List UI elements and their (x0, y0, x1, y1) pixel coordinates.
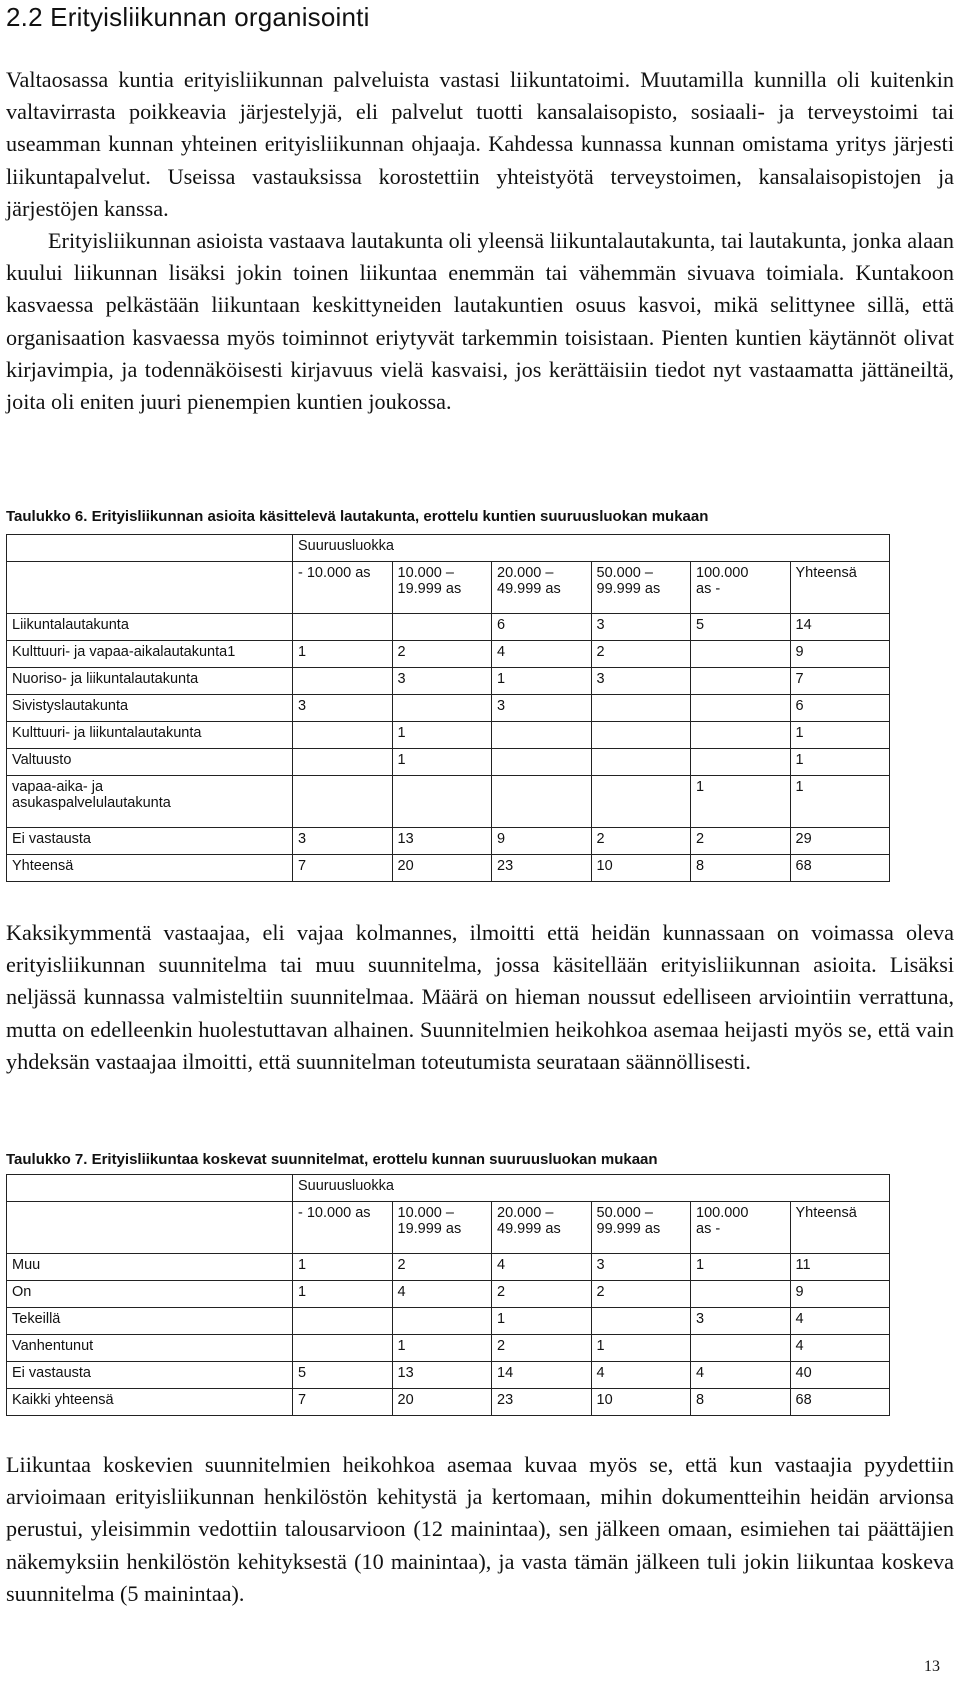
header-blank (7, 535, 293, 562)
cell-text: vapaa-aika- ja (12, 779, 104, 795)
cell-text: 99.999 as (596, 581, 661, 597)
row-label (7, 1335, 293, 1362)
cell-text: Liikuntalautakunta (12, 617, 129, 633)
cell-text: Ei vastausta (12, 1365, 91, 1381)
table-cell (591, 695, 691, 722)
cell-text: Kulttuuri- ja vapaa-aikalautakunta1 (12, 644, 236, 660)
cell-text: as - (696, 1221, 721, 1237)
table-cell: 68 (790, 855, 890, 882)
table-cell: 3 (591, 668, 691, 695)
table-cell: 1 (691, 776, 791, 828)
row-label (7, 614, 293, 641)
table-cell (691, 695, 791, 722)
cell-text: 19.999 as (397, 1221, 462, 1237)
table-row (7, 749, 890, 776)
table-row (7, 776, 890, 828)
cell-text: 100.000 (696, 1205, 749, 1221)
cell-text: On (12, 1284, 32, 1300)
table-cell (691, 722, 791, 749)
table-cell: 10 (591, 855, 691, 882)
cell-text: 20.000 – (497, 565, 554, 581)
table-cell: 2 (591, 641, 691, 668)
column-header (293, 562, 393, 614)
table-header-row (7, 1202, 890, 1254)
cell-text: 10.000 – (397, 1205, 454, 1221)
table-cell: 2 (392, 1254, 492, 1281)
table-cell: 1 (790, 722, 890, 749)
row-label (7, 695, 293, 722)
table-row (7, 695, 890, 722)
table-cell: 68 (790, 1389, 890, 1416)
table-cell (492, 749, 592, 776)
table-row (7, 828, 890, 855)
cell-text: Yhteensä (795, 1205, 857, 1221)
row-label (7, 855, 293, 882)
cell-text: Nuoriso- ja liikuntalautakunta (12, 671, 199, 687)
table-cell: 23 (492, 855, 592, 882)
table-header-group (7, 1175, 890, 1202)
cell-text: Yhteensä (12, 858, 74, 874)
table-cell (293, 668, 393, 695)
cell-text: Kaikki yhteensä (12, 1392, 114, 1408)
section-heading: 2.2 Erityisliikunnan organisointi (6, 2, 370, 32)
table-cell: 40 (790, 1362, 890, 1389)
column-header (591, 562, 691, 614)
table-cell (293, 1335, 393, 1362)
column-header (392, 562, 492, 614)
table-row (7, 722, 890, 749)
table-cell: 2 (591, 1281, 691, 1308)
cell-text: Sivistyslautakunta (12, 698, 129, 714)
table-cell: 4 (492, 641, 592, 668)
table-cell: 1 (392, 749, 492, 776)
cell-text: Tekeillä (12, 1311, 61, 1327)
cell-text: 49.999 as (497, 581, 561, 597)
cell-text: 49.999 as (497, 1221, 561, 1237)
table-cell: 10 (591, 1389, 691, 1416)
table-cell: 8 (691, 1389, 791, 1416)
table-cell (293, 749, 393, 776)
table-row (7, 855, 890, 882)
column-header (293, 1202, 393, 1254)
table7-caption: Taulukko 7. Erityisliikuntaa koskevat suunnitelmat, erottelu kunnan suuruusluokan mukaan (6, 1151, 658, 1168)
group-header: Suuruusluokka (293, 535, 890, 562)
table-cell (293, 614, 393, 641)
cell-text: 100.000 (696, 565, 749, 581)
table-cell: 8 (691, 855, 791, 882)
table-cell: 23 (492, 1389, 592, 1416)
table-cell: 1 (293, 1254, 393, 1281)
row-label (7, 749, 293, 776)
table-cell (591, 776, 691, 828)
column-header (790, 562, 890, 614)
table-cell: 3 (293, 695, 393, 722)
table-cell: 4 (392, 1281, 492, 1308)
row-label (7, 828, 293, 855)
column-header (790, 1202, 890, 1254)
table-cell (293, 722, 393, 749)
page-number: 13 (924, 1658, 940, 1675)
table7 (6, 1174, 890, 1416)
table-cell: 3 (392, 668, 492, 695)
table-cell (691, 1335, 791, 1362)
table-cell: 5 (691, 614, 791, 641)
table-cell: 2 (591, 828, 691, 855)
table-cell (392, 695, 492, 722)
table-cell: 6 (790, 695, 890, 722)
header-blank (7, 1202, 293, 1254)
table-cell: 14 (790, 614, 890, 641)
cell-text: Muu (12, 1257, 41, 1273)
table-cell (691, 641, 791, 668)
table-header-row (7, 562, 890, 614)
table-row (7, 1308, 890, 1335)
column-header (392, 1202, 492, 1254)
table-cell: 3 (492, 695, 592, 722)
cell-text: Ei vastausta (12, 831, 91, 847)
table-cell: 9 (492, 828, 592, 855)
cell-text: 50.000 – (596, 1205, 653, 1221)
table-cell: 14 (492, 1362, 592, 1389)
cell-text: 99.999 as (596, 1221, 661, 1237)
paragraph: Kaksikymmentä vastaajaa, eli vajaa kolmannes, ilmoitti että heidän kunnassaan on voimassa oleva erityisliikunnan suunnitelma tai muu suunnitelma, jossa käsitellään erityisliikunnan asioita. Lisäksi neljässä kunnassa valmisteltiin suunnitelmaa. Määrä on hieman noussut edelliseen arviointiin verrattuna, mutta on edelleenkin huolestuttavan alhainen. Suunnitelmien heikohkoa asemaa heijasti myös se, että vain yhdeksän vastaajaa ilmoitti, että suunnitelman toteutumista seurataan säännöllisesti. (6, 920, 954, 1074)
table-cell (691, 1281, 791, 1308)
table-row (7, 1254, 890, 1281)
table-cell (591, 722, 691, 749)
table-cell: 7 (790, 668, 890, 695)
table-cell: 3 (591, 1254, 691, 1281)
table-cell: 1 (293, 1281, 393, 1308)
table-cell: 1 (492, 668, 592, 695)
table6 (6, 534, 890, 882)
table-cell: 5 (293, 1362, 393, 1389)
cell-text: Yhteensä (795, 565, 857, 581)
table-cell: 1 (492, 1308, 592, 1335)
table-cell (392, 776, 492, 828)
table-cell: 1 (392, 1335, 492, 1362)
row-label (7, 668, 293, 695)
header-blank (7, 562, 293, 614)
table-cell (293, 1308, 393, 1335)
table-cell: 13 (392, 828, 492, 855)
table-cell: 3 (591, 614, 691, 641)
cell-text: 19.999 as (397, 581, 462, 597)
table-cell: 1 (591, 1335, 691, 1362)
header-blank (7, 1175, 293, 1202)
table-row (7, 641, 890, 668)
table-cell (691, 749, 791, 776)
cell-text: 10.000 – (397, 565, 454, 581)
cell-text: asukaspalvelulautakunta (12, 795, 171, 811)
cell-text: Kulttuuri- ja liikuntalautakunta (12, 725, 202, 741)
table-row (7, 668, 890, 695)
table-cell: 2 (492, 1335, 592, 1362)
table-row (7, 1389, 890, 1416)
paragraph: Valtaosassa kuntia erityisliikunnan palveluista vastasi liikuntatoimi. Muutamilla kunnilla oli kuitenkin valtavirrasta poikkeavia järjestelyjä, eli palvelut tuotti kansalaisopisto, sosiaali- ja terveystoimi tai useamman kunnan yhteinen erityisliikunnan ohjaaja. Kahdessa kunnassa kunnan omistama yritys järjesti liikuntapalvelut. Useissa vastauksissa korostettiin yhteistyötä terveystoimen, kansalaisopistojen ja järjestöjen kanssa. (6, 67, 954, 221)
cell-text: 20.000 – (497, 1205, 554, 1221)
table-cell: 4 (790, 1308, 890, 1335)
table-cell: 9 (790, 1281, 890, 1308)
row-label (7, 641, 293, 668)
table-row (7, 1335, 890, 1362)
table-cell: 6 (492, 614, 592, 641)
paragraph: Erityisliikunnan asioista vastaava lautakunta oli yleensä liikuntalautakunta, tai lautakunta, jonka alaan kuului liikunnan lisäksi jokin toinen liikuntaa enemmän tai vähemmän sivuava toimiala. Kuntakoon kasvaessa pelkästään liikuntaan keskittyneiden lautakuntien osuus kasvoi, mikä selittynee sillä, että organisaation kasvaessa myös toiminnot eriytyvät tarkemmin toisistaan. Pienten kuntien käytännöt olivat kirjavimpia, ja todennäköisesti kirjavuus vielä kasvaisi, jos kerättäisiin tiedot nyt vastaamatta jättäneiltä, joita oli eniten juuri pienempien kuntien joukossa. (6, 228, 954, 415)
row-label (7, 776, 293, 828)
table-cell: 1 (691, 1254, 791, 1281)
column-header (492, 1202, 592, 1254)
table-row (7, 1281, 890, 1308)
table-row (7, 1362, 890, 1389)
table-cell (492, 776, 592, 828)
column-header (691, 562, 791, 614)
table-row (7, 614, 890, 641)
table-cell: 29 (790, 828, 890, 855)
table-cell: 9 (790, 641, 890, 668)
table-header-group (7, 535, 890, 562)
table-cell: 7 (293, 1389, 393, 1416)
row-label (7, 1362, 293, 1389)
table-cell: 1 (392, 722, 492, 749)
table-cell: 1 (790, 776, 890, 828)
table-cell (492, 722, 592, 749)
table-cell: 20 (392, 855, 492, 882)
table-cell: 3 (293, 828, 393, 855)
cell-text: 50.000 – (596, 565, 653, 581)
table-cell: 3 (691, 1308, 791, 1335)
table6-caption: Taulukko 6. Erityisliikunnan asioita käsittelevä lautakunta, erottelu kuntien suuruusluokan mukaan (6, 508, 709, 525)
table-cell: 4 (591, 1362, 691, 1389)
column-header (492, 562, 592, 614)
table-cell: 13 (392, 1362, 492, 1389)
row-label (7, 722, 293, 749)
row-label (7, 1389, 293, 1416)
column-header (691, 1202, 791, 1254)
table-cell: 4 (790, 1335, 890, 1362)
table-cell: 1 (790, 749, 890, 776)
table-cell (293, 776, 393, 828)
table-cell (392, 1308, 492, 1335)
table-cell: 4 (691, 1362, 791, 1389)
table-cell: 20 (392, 1389, 492, 1416)
table-cell (392, 614, 492, 641)
table-cell: 2 (392, 641, 492, 668)
cell-text: Vanhentunut (12, 1338, 94, 1354)
column-header (591, 1202, 691, 1254)
table-cell (691, 668, 791, 695)
table-cell: 2 (691, 828, 791, 855)
cell-text: - 10.000 as (298, 565, 371, 581)
row-label (7, 1281, 293, 1308)
intro-paragraphs (6, 64, 954, 418)
group-header: Suuruusluokka (293, 1175, 890, 1202)
table-cell (591, 1308, 691, 1335)
cell-text: Valtuusto (12, 752, 72, 768)
table-cell: 7 (293, 855, 393, 882)
table-cell: 1 (293, 641, 393, 668)
table-cell: 11 (790, 1254, 890, 1281)
table-cell (591, 749, 691, 776)
table-cell: 2 (492, 1281, 592, 1308)
row-label (7, 1308, 293, 1335)
table-cell: 4 (492, 1254, 592, 1281)
cell-text: - 10.000 as (298, 1205, 371, 1221)
cell-text: as - (696, 581, 721, 597)
paragraph: Liikuntaa koskevien suunnitelmien heikohkoa asemaa kuvaa myös se, että kun vastaajia pyydettiin arvioimaan erityisliikunnan henkilöstön kehitystä ja kertomaan, mihin dokumentteihin heidän arvionsa perustui, yleisimmin vedottiin talousarvioon (12 mainintaa), sen jälkeen omaan, esimiehen tai päättäjien näkemyksiin henkilöstön kehityksestä (10 mainintaa), ja vasta tämän jälkeen tuli jokin liikuntaa koskeva suunnitelma (5 mainintaa). (6, 1452, 954, 1606)
row-label (7, 1254, 293, 1281)
